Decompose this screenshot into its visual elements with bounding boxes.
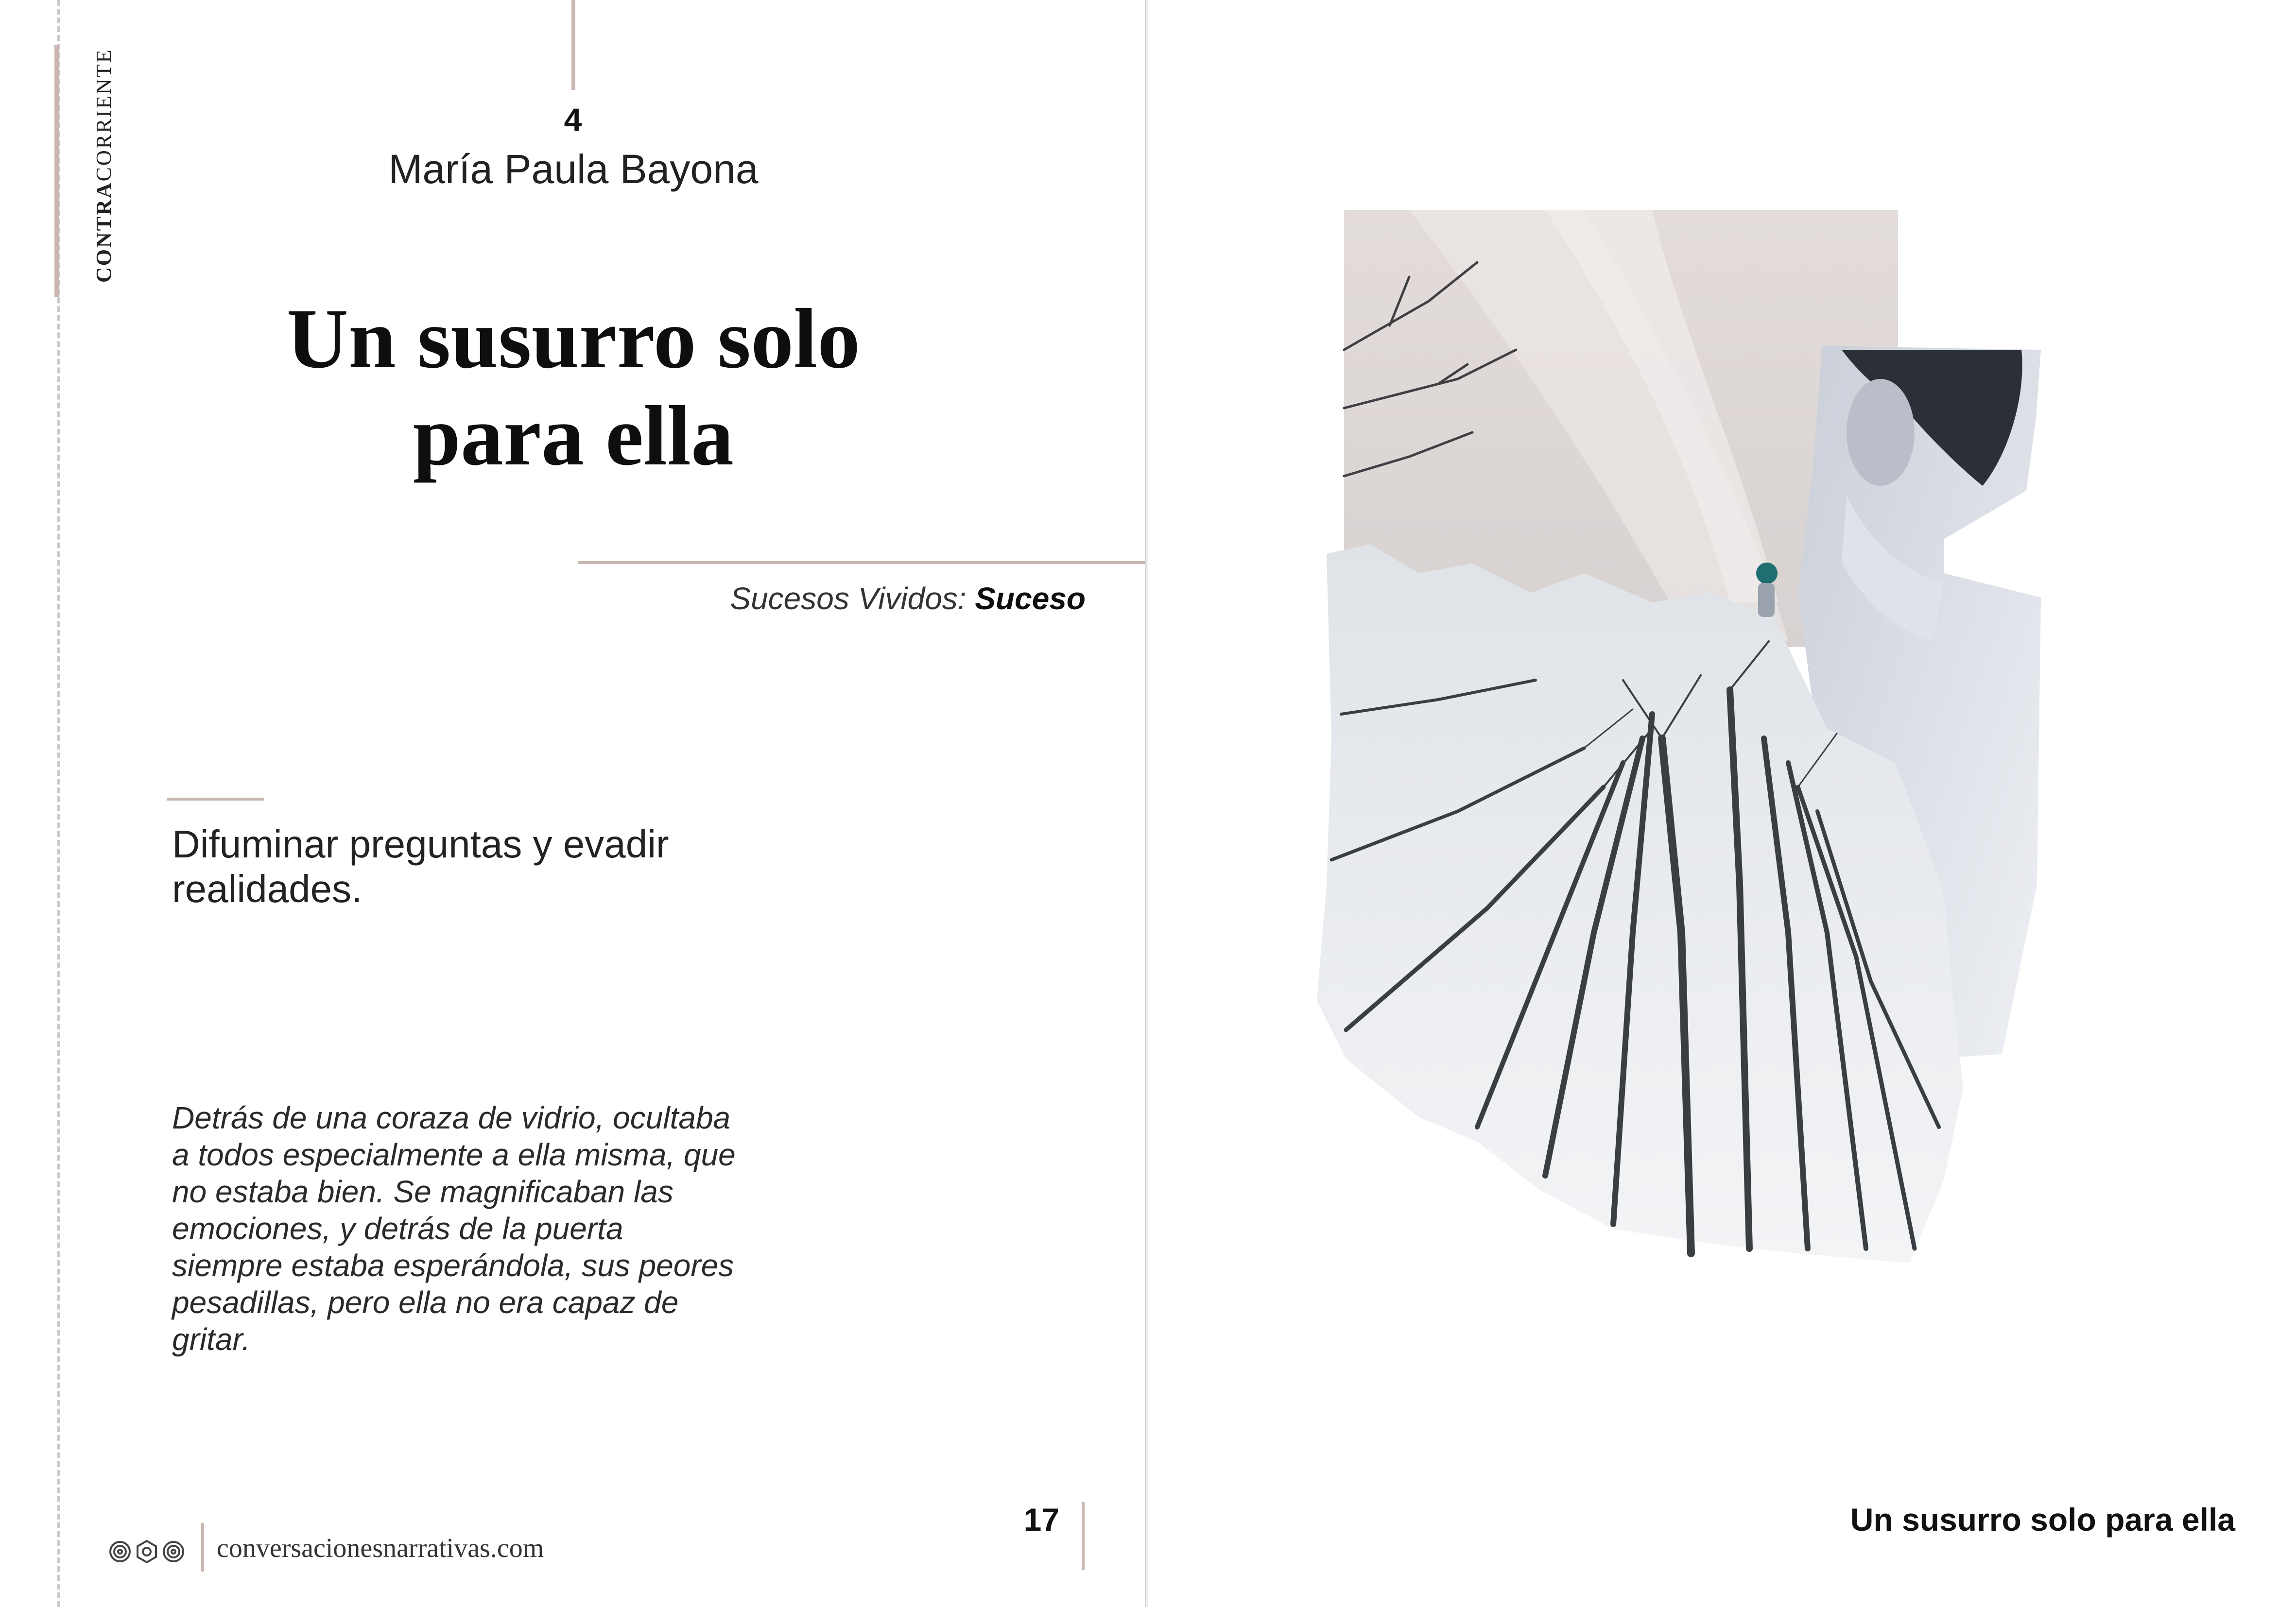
brand-accent-bar <box>54 45 59 297</box>
left-page <box>0 0 1146 1607</box>
category-value: Suceso <box>975 581 1086 616</box>
title-divider <box>578 561 1146 564</box>
title-line-2: para ella <box>413 389 734 483</box>
spiral-icon <box>110 1542 130 1561</box>
brand-wordmark <box>91 48 116 283</box>
page-number: 17 <box>1023 1502 1059 1538</box>
chapter-number: 4 <box>564 102 582 137</box>
category-line <box>632 581 1086 616</box>
title-line-1: Un susurro solo <box>286 291 861 386</box>
page-title <box>185 291 962 485</box>
brand-bold: CONTRA <box>92 181 116 283</box>
brand-light: CORRIENTE <box>92 48 116 182</box>
author-name: María Paula Bayona <box>388 146 759 192</box>
flower-icon <box>138 1541 156 1562</box>
collage-illustration <box>1312 204 2128 1273</box>
spiral-icon <box>164 1542 183 1561</box>
lead-divider <box>167 798 264 801</box>
footer-divider <box>201 1523 204 1572</box>
top-divider <box>571 0 575 90</box>
lead-text: Difuminar preguntas y evadir realidades. <box>172 822 669 910</box>
running-title: Un susurro solo para ella <box>1850 1502 2235 1538</box>
figure-silhouette <box>1756 563 1778 617</box>
body-paragraph: Detrás de una coraza de vidrio, ocultaba a todos especialmente a ella misma, que no estaba bien. Se magnificaban las emociones, y detrás de la puerta siempre estaba esperándola, sus peores pesadillas, pero ella no era capaz de gritar. <box>172 1100 736 1357</box>
page-number-divider <box>1082 1502 1085 1570</box>
category-label: Sucesos Vividos: <box>730 581 967 616</box>
footer-website[interactable]: conversacionesnarrativas.com <box>217 1533 544 1563</box>
footer-icons <box>108 1537 186 1566</box>
